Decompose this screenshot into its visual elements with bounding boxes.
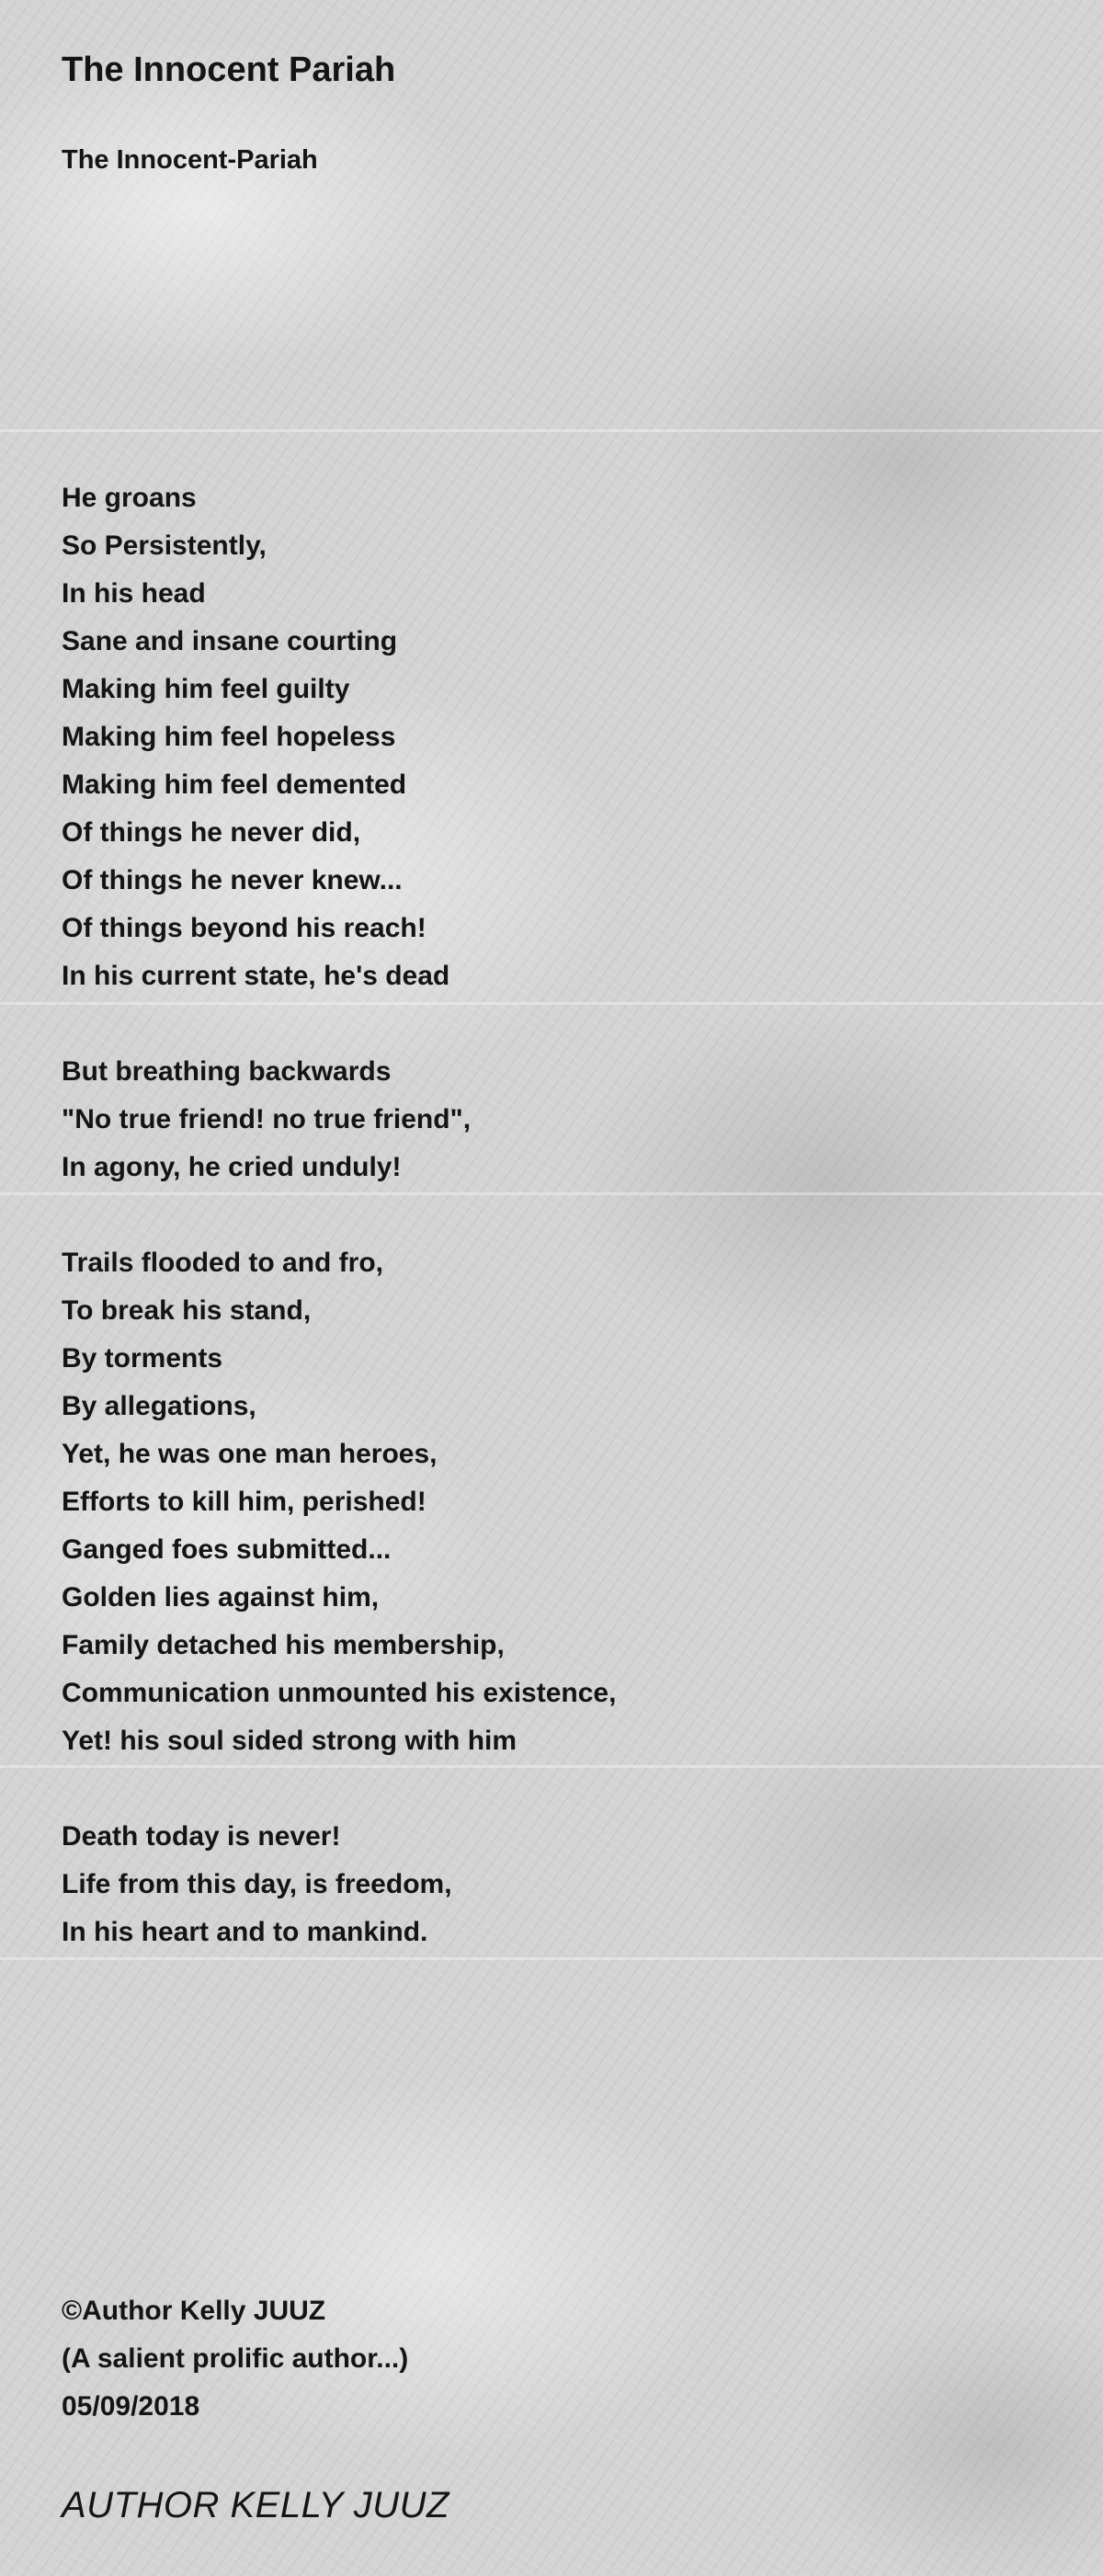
- poem-line: "No true friend! no true friend",: [62, 1104, 472, 1134]
- poem-line: Of things he never did,: [62, 817, 361, 848]
- poem-line: In his current state, he's dead: [62, 961, 450, 991]
- stanza-2: [62, 1048, 616, 1191]
- signature-date: 05/09/2018: [62, 2391, 200, 2422]
- poem-line: By allegations,: [62, 1391, 256, 1421]
- stanza-4: [62, 1813, 616, 1956]
- poem-line: Efforts to kill him, perished!: [62, 1487, 426, 1517]
- background-seam: [0, 429, 1103, 432]
- poem-line: Yet, he was one man heroes,: [62, 1439, 438, 1469]
- poem-line: He groans: [62, 483, 197, 513]
- poem-line: But breathing backwards: [62, 1056, 392, 1087]
- poem-title: The Innocent Pariah: [62, 51, 396, 89]
- poem-body: [62, 474, 616, 2004]
- poem-line: To break his stand,: [62, 1295, 312, 1326]
- poem-signature: [62, 2287, 408, 2431]
- poem-line: Making him feel hopeless: [62, 722, 396, 752]
- poem-line: Making him feel guilty: [62, 674, 350, 704]
- signature-copyright: ©Author Kelly JUUZ: [62, 2296, 326, 2326]
- poem-line: Making him feel demented: [62, 769, 407, 800]
- poem-line: Family detached his membership,: [62, 1630, 505, 1660]
- poem-line: In his heart and to mankind.: [62, 1917, 428, 1947]
- poem-line: Of things he never knew...: [62, 865, 403, 895]
- poem-line: Life from this day, is freedom,: [62, 1869, 452, 1899]
- poem-line: In agony, he cried unduly!: [62, 1152, 402, 1182]
- stanza-3: [62, 1239, 616, 1765]
- poem-subtitle: The Innocent-Pariah: [62, 145, 318, 175]
- stanza-1: [62, 474, 616, 1000]
- poem-line: Golden lies against him,: [62, 1582, 380, 1613]
- poem-line: Ganged foes submitted...: [62, 1534, 392, 1565]
- poem-line: Trails flooded to and fro,: [62, 1248, 384, 1278]
- poem-line: Death today is never!: [62, 1821, 341, 1852]
- poem-line: Communication unmounted his existence,: [62, 1678, 617, 1708]
- poem-line: Sane and insane courting: [62, 626, 398, 656]
- poem-line: So Persistently,: [62, 530, 267, 561]
- author-name: AUTHOR KELLY JUUZ: [62, 2485, 449, 2525]
- poem-line: In his head: [62, 578, 206, 609]
- poem-line: By torments: [62, 1343, 223, 1373]
- poem-line: Of things beyond his reach!: [62, 913, 426, 943]
- poem-line: Yet! his soul sided strong with him: [62, 1726, 517, 1756]
- signature-tagline: (A salient prolific author...): [62, 2343, 409, 2374]
